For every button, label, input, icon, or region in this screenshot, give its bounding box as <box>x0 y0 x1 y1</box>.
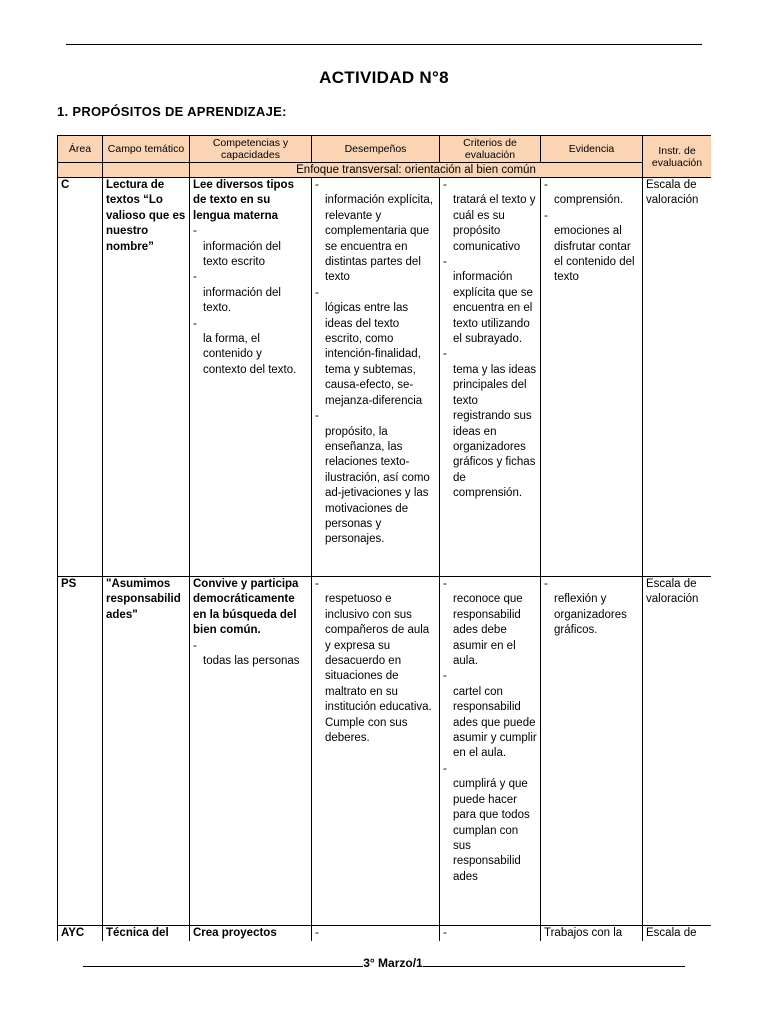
col-header-desempenos: Desempeños <box>312 136 440 163</box>
criterio-item: cumplirá y que puede hacer para que todos cumplan con sus responsabilid ades <box>453 778 530 883</box>
cell-competencia: Lee diversos tipos de texto en su lengua materna - información del texto escrito - información del texto. - la forma, el contenido y contexto del texto. <box>190 178 312 577</box>
cell-evidencia: - reflexión y organizadores gráficos. <box>541 577 643 926</box>
competencia-title: Lee diversos tipos de texto en su lengua materna <box>193 179 294 222</box>
capacidad-item: información del texto escrito <box>203 240 281 269</box>
col-header-area: Área <box>58 136 103 163</box>
criterio-item: tema y las ideas principales del texto registrando sus ideas en organizadores gráficos y fichas de comprensión. <box>453 363 537 500</box>
cell-campo: "Asumimos responsabilid ades" <box>103 577 190 926</box>
cell-criterios: - tratará el texto y cuál es su propósito comunicativo - información explícita que se encuentra en el texto utilizando el subrayado. - tema y las ideas principales del texto registrando sus ideas en organizadores gráficos y fichas de comprensión. <box>440 178 541 577</box>
page-title: ACTIVIDAD N°8 <box>319 68 449 87</box>
cell-desempenos: - respetuoso e inclusivo con sus compañeros de aula y expresa su desacuerdo en situaciones de maltrato en su institución educativa. Cumple con sus deberes. <box>312 577 440 926</box>
table-row <box>58 577 712 926</box>
criterio-item: información explícita que se encuentra en el texto utilizando el subrayado. <box>453 271 533 346</box>
criterio-item: cartel con responsabilid ades que puede asumir y cumplir en el aula. <box>453 685 537 760</box>
cell-area: C <box>58 178 103 577</box>
capacidad-item: todas las personas <box>203 655 300 668</box>
cell-campo: Lectura de textos “Lo valioso que es nuestro nombre” <box>103 178 190 577</box>
cell-area: AYC <box>58 926 103 942</box>
capacidad-item: información del texto. <box>203 286 281 315</box>
capacidad-item: la forma, el contenido y contexto del texto. <box>203 333 297 376</box>
footer-text: 3° Marzo/1 <box>363 956 423 970</box>
cell-criterios: - reconoce que responsabilid ades debe asumir en el aula. - cartel con responsabilid ades que puede asumir y cumplir en el aula. - cumplirá y que puede hacer para que todos cumplan con sus responsabilid ades <box>440 577 541 926</box>
evidencia-item: reflexión y organizadores gráficos. <box>554 593 627 637</box>
cell-instr: Escala de <box>643 926 712 942</box>
criterio-item: reconoce que responsabilid ades debe asumir en el aula. <box>453 593 523 668</box>
learning-purposes-table <box>57 135 711 941</box>
cell-desempenos: - <box>312 926 440 942</box>
enfoque-row <box>58 163 712 178</box>
cell-evidencia: Trabajos con la <box>541 926 643 942</box>
col-header-evidencia: Evidencia <box>541 136 643 163</box>
cell-campo: Técnica del <box>103 926 190 942</box>
footer-rule-right <box>423 955 685 967</box>
col-header-competencias: Competencias y capacidades <box>190 136 312 163</box>
table-header-row <box>58 136 712 163</box>
cell-competencia: Crea proyectos <box>190 926 312 942</box>
footer <box>0 955 768 970</box>
table-row <box>58 926 712 942</box>
evidencia-item: emociones al disfrutar contar el contenido del texto <box>554 225 635 284</box>
cell-desempenos: - información explícita, relevante y complementaria que se encuentra en distintas partes del texto - lógicas entre las ideas del texto escrito, como intención-finalidad, tema y subtemas, causa-efecto, se-mejanza-diferencia - propósito, la enseñanza, las relaciones texto-ilustración, así como ad-jetivaciones y las motivaciones de personas y personajes. <box>312 178 440 577</box>
desempeno-item: información explícita, relevante y complementaria que se encuentra en distintas partes del texto <box>325 194 434 284</box>
desempeno-item: respetuoso e inclusivo con sus compañeros de aula y expresa su desacuerdo en situaciones de maltrato en su institución educativa. Cumple con sus deberes. <box>325 593 432 745</box>
desempeno-item: lógicas entre las ideas del texto escrito, como intención-finalidad, tema y subtemas, causa-efecto, se-mejanza-diferencia <box>325 302 423 407</box>
col-header-instr: Instr. de evaluación <box>643 136 712 178</box>
desempeno-item: propósito, la enseñanza, las relaciones texto-ilustración, así como ad-jetivaciones y las motivaciones de personas y personajes. <box>325 425 430 546</box>
top-rule <box>66 44 702 45</box>
cell-criterios: - <box>440 926 541 942</box>
cell-competencia: Convive y participa democráticamente en la búsqueda del bien común. - todas las personas <box>190 577 312 926</box>
cell-area: PS <box>58 577 103 926</box>
enfoque-transversal: Enfoque transversal: orientación al bien común <box>190 163 643 178</box>
cell-instr: Escala de valoración <box>643 577 712 926</box>
section-heading: 1. PROPÓSITOS DE APRENDIZAJE: <box>57 104 287 119</box>
criterio-item: tratará el texto y cuál es su propósito comunicativo <box>453 194 536 253</box>
cell-instr: Escala de valoración <box>643 178 712 577</box>
evidencia-item: comprensión. <box>554 194 624 207</box>
cell-evidencia: - comprensión. - emociones al disfrutar contar el contenido del texto <box>541 178 643 577</box>
table-row <box>58 178 712 577</box>
footer-rule-left <box>83 955 363 967</box>
competencia-title: Convive y participa democráticamente en la búsqueda del bien común. <box>193 578 299 637</box>
col-header-criterios: Criterios de evaluación <box>440 136 541 163</box>
col-header-campo: Campo temático <box>103 136 190 163</box>
